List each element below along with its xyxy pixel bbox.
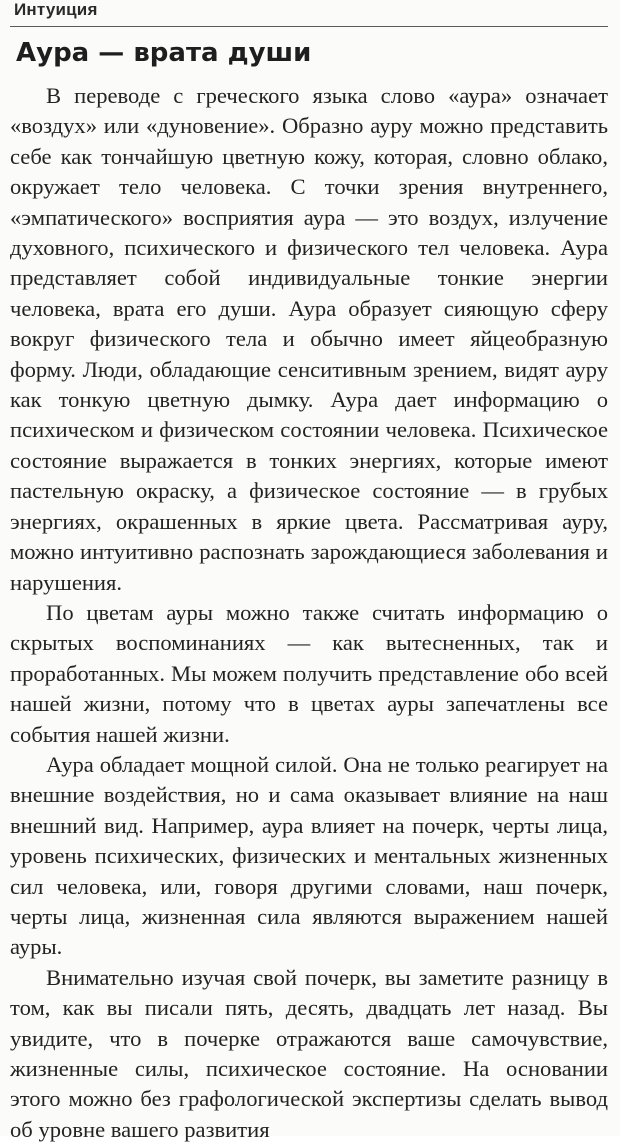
- section-heading: Аура — врата души: [16, 38, 312, 68]
- running-head: Интуиция: [14, 0, 98, 19]
- paragraph-2: По цветам ауры можно также считать информацию о скрытых воспоминаниях — как вытесненных, так и проработанных. Мы можем получить представление обо всей нашей жизни, потому что в цветах ауры запечатлены все события нашей жизни.: [10, 599, 608, 747]
- body-text: [10, 81, 608, 1145]
- paragraph-3: Аура обладает мощной силой. Она не только реагирует на внешние воздействия, но и сама оказывает влияние на наш внешний вид. Например, аура влияет на почерк, черты лица, уровень психических, физических и ментальных жизненных сил человека, или, говоря другими словами, наш почерк, черты лица, жизненная сила являются выражением нашей ауры.: [10, 751, 608, 960]
- paragraph-1: В переводе с греческого языка слово «аура» означает «воздух» или «дуновение». Образно ауру можно представить себе как тончайшую цветную кожу, которая, словно облако, окружает тело человека. С точки зрения внутреннего, «эмпатического» восприятия аура — это воздух, излучение духовного, психического и физического тел человека. Аура представляет собой индивидуальные тонкие энергии человека, врата его души. Аура образует сияющую сферу вокруг физического тела и обычно имеет яйцеобразную форму. Люди, обладающие сенситивным зрением, видят ауру как тонкую цветную дымку. Аура дает информацию о психическом и физическом состоянии человека. Психическое состояние выражается в тонких энергиях, которые имеют пастельную окраску, а физическое состояние — в грубых энергиях, окрашенных в яркие цвета. Рассматривая ауру, можно интуитивно распознать зарождающиеся заболевания и нарушения.: [10, 83, 608, 595]
- paragraph-4: Внимательно изучая свой почерк, вы заметите разницу в том, как вы писали пять, десять, двадцать лет назад. Вы увидите, что в почерке отражаются ваше самочувствие, жизненные силы, психическое состояние. На основании этого можно без графологической экспертизы сделать вывод об уровне вашего развития: [10, 964, 608, 1142]
- running-header: [10, 0, 608, 27]
